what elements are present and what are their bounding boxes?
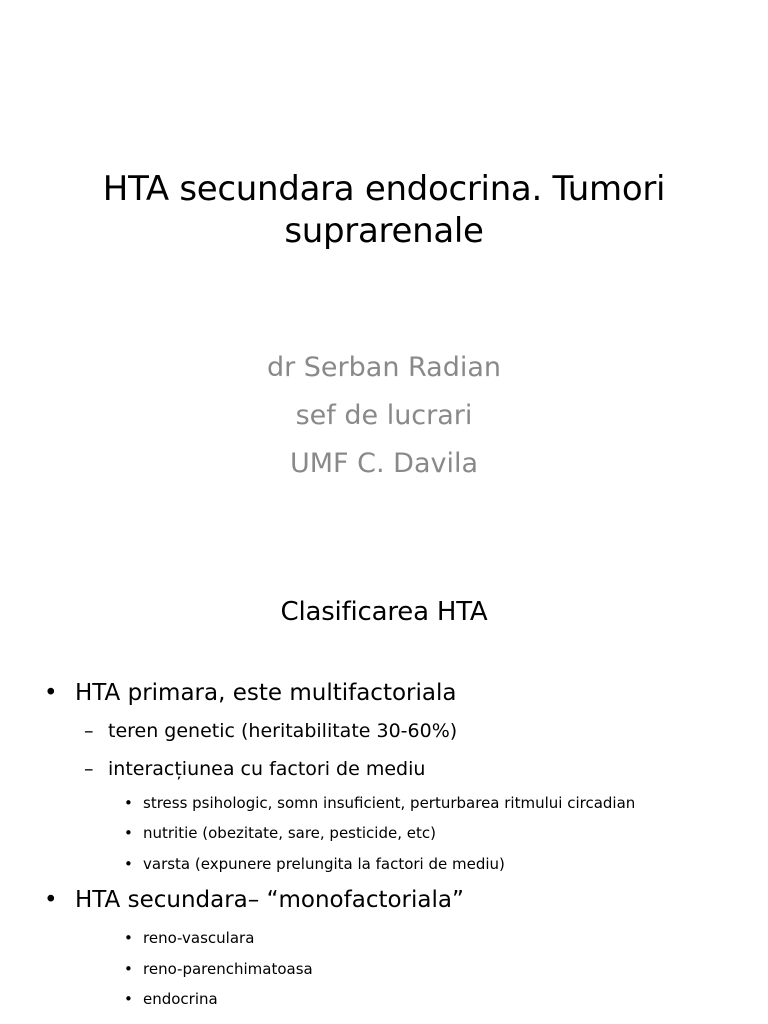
bullet-icon: • (44, 680, 58, 706)
dash-icon: – (84, 720, 94, 742)
subtitle-author: dr Serban Radian (266, 352, 502, 383)
bullet-icon: • (44, 887, 58, 913)
bullet-icon: • (124, 929, 133, 947)
subtitle-position: sef de lucrari (295, 400, 473, 431)
list-item-text: stress psihologic, somn insuficient, perturbarea ritmului circadian (143, 794, 636, 812)
list-item-text: teren genetic (heritabilitate 30-60%) (108, 720, 458, 742)
slide-heading: Clasificarea HTA (280, 597, 488, 627)
list-item-text: HTA primara, este multifactoriala (75, 680, 457, 706)
bullet-icon: • (124, 960, 133, 978)
list-item-text: interacțiunea cu factori de mediu (108, 758, 426, 780)
list-item-text: endocrina (143, 990, 218, 1008)
bullet-icon: • (124, 824, 133, 842)
subtitle-institution: UMF C. Davila (289, 448, 479, 479)
list-item-text: reno-parenchimatoasa (143, 960, 313, 978)
bullet-icon: • (124, 990, 133, 1008)
list-item-text: HTA secundara– “monofactoriala” (75, 887, 464, 913)
slide-subtitle (0, 344, 768, 488)
bullet-icon: • (124, 855, 133, 873)
list-item-text: nutritie (obezitate, sare, pesticide, etc) (143, 824, 436, 842)
bullet-icon: • (124, 794, 133, 812)
slide-title: HTA secundara endocrina. Tumori suprarenale (102, 169, 666, 251)
dash-icon: – (84, 758, 94, 780)
slide-classification (0, 540, 768, 1024)
list-item-text: reno-vasculara (143, 929, 255, 947)
list-item-text: varsta (expunere prelungita la factori de mediu) (143, 855, 505, 873)
